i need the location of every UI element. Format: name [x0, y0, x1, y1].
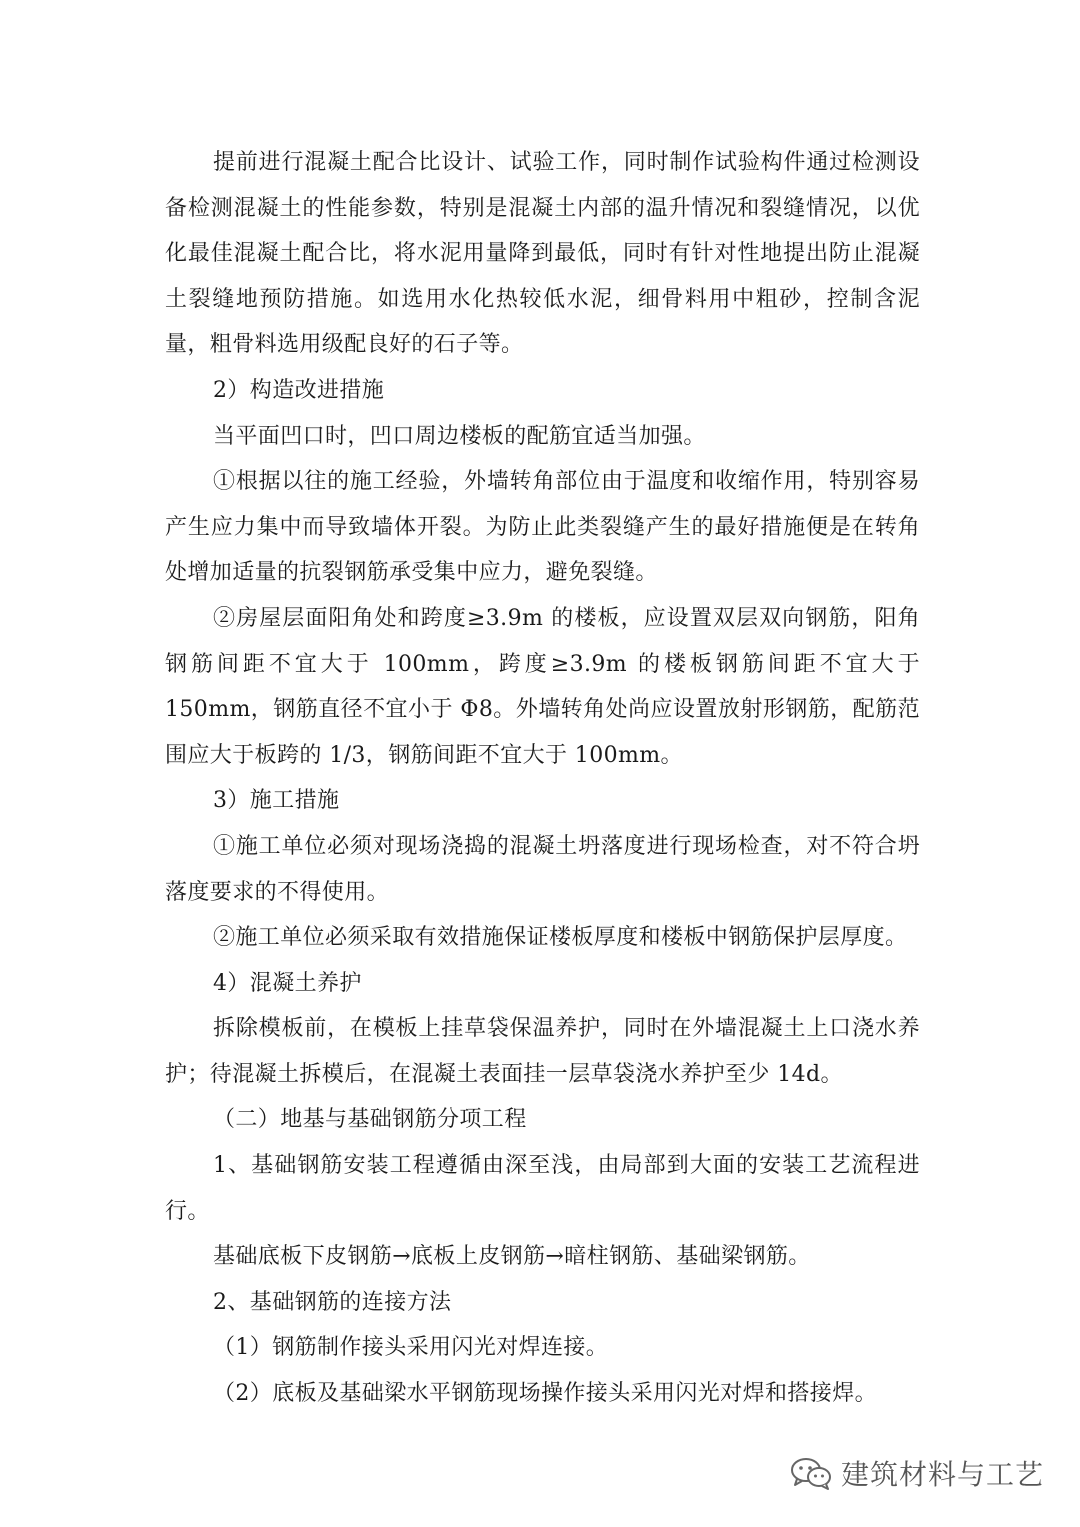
paragraph-flash-butt-welding: （1）钢筋制作接头采用闪光对焊连接。: [213, 1335, 609, 1361]
wechat-icon: [789, 1456, 833, 1490]
paragraph-curing-method: 拆除模板前，在模板上挂草袋保温养护，同时在外墙混凝土上口浇水养护；待混凝土拆模后，在混凝土表面挂一层草袋浇水养护至少 14d。: [165, 1016, 920, 1087]
watermark: [789, 1453, 1044, 1493]
heading-construction-measures: 3）施工措施: [213, 788, 340, 814]
paragraph-horizontal-rebar-joints: （2）底板及基础梁水平钢筋现场操作接头采用闪光对焊和搭接焊。: [213, 1381, 877, 1407]
paragraph-slump-check: ①施工单位必须对现场浇捣的混凝土坍落度进行现场检查，对不符合坍落度要求的不得使用。: [165, 833, 920, 905]
paragraph-rebar-sequence: 基础底板下皮钢筋→底板上皮钢筋→暗柱钢筋、基础梁钢筋。: [213, 1244, 811, 1270]
heading-connection-method: 2、基础钢筋的连接方法: [213, 1289, 452, 1315]
paragraph-concave-reinforcement: 当平面凹口时，凹口周边楼板的配筋宜适当加强。: [213, 423, 706, 449]
paragraph-slab-rebar-spacing: ②房屋层面阳角处和跨度≥3.9m 的楼板，应设置双层双向钢筋，阳角钢筋间距不宜大于 100mm，跨度≥3.9m 的楼板钢筋间距不宜大于 150mm，钢筋直径不宜小于 Φ8。外墙转角处尚应设置放射形钢筋，配筋范围应大于板跨的 1/3，钢筋间距不宜大于 100mm。: [165, 605, 920, 768]
paragraph-mix-design: 提前进行混凝土配合比设计、试验工作，同时制作试验构件通过检测设备检测混凝土的性能参数，特别是混凝土内部的温升情况和裂缝情况，以优化最佳混凝土配合比，将水泥用量降到最低，同时有针对性地提出防止混凝土裂缝地预防措施。如选用水化热较低水泥，细骨料用中粗砂，控制含泥量，粗骨料选用级配良好的石子等。: [165, 150, 920, 358]
document-body: [165, 140, 920, 1417]
paragraph-slab-thickness: ②施工单位必须采取有效措施保证楼板厚度和楼板中钢筋保护层厚度。: [213, 925, 908, 951]
paragraph-corner-crack-rebar: ①根据以往的施工经验，外墙转角部位由于温度和收缩作用，特别容易产生应力集中而导致墙体开裂。为防止此类裂缝产生的最好措施便是在转角处增加适量的抗裂钢筋承受集中应力，避免裂缝。: [165, 469, 920, 586]
paragraph-installation-order: 1、基础钢筋安装工程遵循由深至浅，由局部到大面的安装工艺流程进行。: [165, 1153, 920, 1224]
watermark-text: 建筑材料与工艺: [840, 1458, 1044, 1491]
heading-concrete-curing: 4）混凝土养护: [213, 970, 362, 996]
heading-foundation-rebar: （二）地基与基础钢筋分项工程: [213, 1107, 527, 1133]
heading-structural-measures: 2）构造改进措施: [213, 377, 385, 403]
